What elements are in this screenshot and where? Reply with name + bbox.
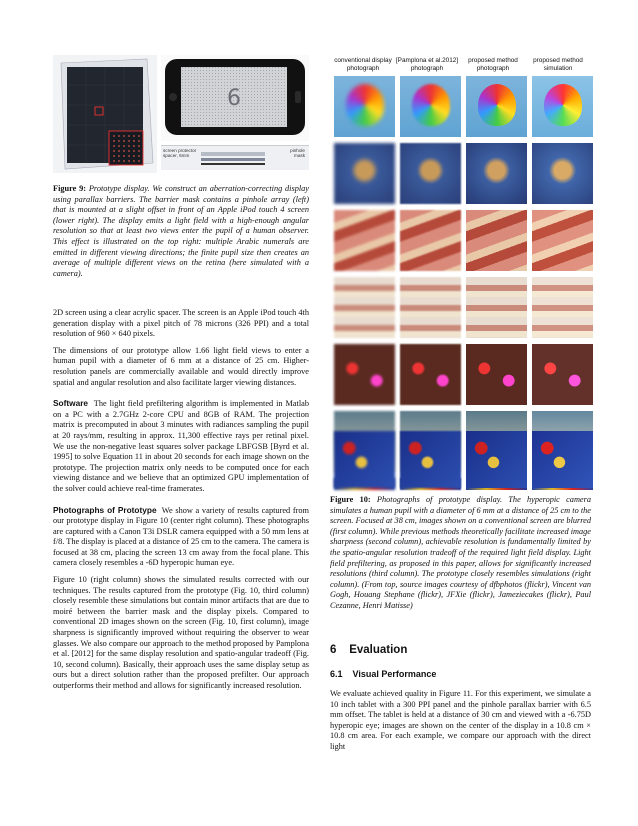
- inset-label-pinhole: pinhole: [290, 148, 305, 153]
- macarons-photo: [400, 210, 461, 271]
- paragraph-software: [53, 398, 309, 494]
- section-title: Evaluation: [349, 644, 408, 656]
- paragraph-screen: 2D screen using a clear acrylic spacer. The screen is an Apple iPod touch 4th generation display with a pixel pitch of 78 microns (326 PPI) and a total resolution of 960 × 640 pixels.: [53, 308, 309, 339]
- matisse-row: [334, 431, 593, 489]
- pinhole-mask-image: [53, 55, 157, 173]
- matisse-photo: [532, 431, 593, 488]
- left-column-body: [53, 308, 309, 698]
- balloon-photo: [334, 76, 395, 137]
- figure10-caption-text: Photographs of prototype display. The hyperopic camera simulates a human pupil with a diameter of 6 mm at a distance of 25 cm to the screen. Focused at 38 cm, images shown on a conventional screen are blurred (first column). While previous methods theoretically facilitate increased image sharpness (second column), achievable resolution is fundamentally limited by the spatio-angular resolution tradeoff of the required light field display. Light field prefiltering, as proposed in this paper, allows for significantly increased resolutions (third column). The prototype closely resembles simulations (right column). (From top, source images courtesy of dfbphotos (flickr), Vincent van Gogh, Houang Stephane (flickr), JFXie (flickr), Jameziecakes (flickr), Paul Cezanne, Henri Matisse): [330, 495, 591, 610]
- van-gogh-photo: [466, 143, 527, 204]
- subsection-heading: [330, 669, 436, 680]
- cupcakes-photo: [334, 344, 395, 405]
- van-gogh-photo: [334, 143, 395, 204]
- photographs-heading: Photographs of Prototype: [53, 504, 157, 515]
- figure9-caption-text: We construct an aberration-correcting display using parallax barriers. The barrier mask contains a pinhole array (left) that is mounted at a slight offset in front of an Apple iPod touch 4 screen (lower right). The display emits a light field with a high-enough angular resolution so that at least two views enter the pupil of a human observer. This effect is illustrated on the top right: multiple Arabic numerals are emitted in different viewing directions; the finite pupil size then creates an average of multiple different views on the retina (here simulated with a camera).: [53, 184, 309, 278]
- inset-label-spacer: spacer, 6mm: [163, 153, 190, 159]
- macarons-photo: [466, 210, 527, 271]
- van-gogh-photo: [532, 143, 593, 204]
- figure9-right-photo: [161, 55, 309, 173]
- software-heading: Software: [53, 398, 89, 409]
- macarons-stack-photo: [334, 277, 395, 338]
- matisse-photo: [466, 431, 527, 488]
- balloon-photo: [400, 76, 461, 137]
- paragraph-results: Figure 10 (right column) shows the simulated results corrected with our techniques. The results captured from the prototype (Fig. 10, third column) closely resemble these simulations but contain minor artifacts that are due to moiré between the barrier mask and the display pixels. Compared to conventional 2D images shown on the screen (Fig. 10, first column), image sharpness is significantly improved without requiring the observer to wear glasses. We also compare our approach to the method proposed by Pamplona et al. [2012] for the same display resolution and spatio-angular tradeoff (Fig. 10, second column). Basically, their approach uses the same display setup as ours but a direct solution rather than the proposed prefilter. Our approach outperforms their method and allows for significantly increased resolution.: [53, 575, 309, 690]
- figure10-caption: [330, 495, 591, 612]
- inset-label-mask: mask: [294, 153, 305, 159]
- matisse-photo: [334, 431, 395, 488]
- figure10-caption-label: Figure 10:: [330, 495, 371, 504]
- figure9-caption: [53, 184, 309, 279]
- fig10-header-1: conventional display photograph: [334, 57, 392, 72]
- ipod-display-image: [161, 55, 309, 141]
- subsection-title: Visual Performance: [352, 669, 437, 679]
- subsection-number: 6.1: [330, 669, 343, 679]
- svg-text:6: 6: [227, 86, 241, 111]
- section-heading: [330, 643, 407, 657]
- figure10-photo-grid: [334, 76, 593, 490]
- cupcakes-photo: [466, 344, 527, 405]
- macarons-stack-photo: [532, 277, 593, 338]
- matisse-photo: [400, 431, 461, 488]
- van-gogh-photo: [400, 143, 461, 204]
- fig10-header-2: [Pamplona et al.2012] photograph: [395, 57, 459, 72]
- figure9-left-photo: [53, 55, 157, 173]
- fig10-header-4: proposed method simulation: [533, 57, 583, 72]
- paragraph-dimensions: The dimensions of our prototype allow 1.66 light field views to enter a human pupil with a diameter of 6 mm at a distance of 25 cm. Higher-resolution panels are commercially available and would directly improve spatial and angular resolution and also facilitate larger viewing distances.: [53, 345, 309, 387]
- paragraph-photographs: [53, 505, 309, 570]
- figure9-caption-title: Prototype display.: [88, 184, 150, 193]
- balloon-photo: [532, 76, 593, 137]
- inset-label-screen-protector: screen protector: [163, 148, 197, 153]
- section-number: 6: [330, 644, 337, 656]
- macarons-photo: [532, 210, 593, 271]
- photographs-text: We show a variety of results captured from our prototype display in Figure 10 (center right column). These photographs are captured with a Canon T3i DSLR camera equipped with a 50 mm lens at f/8. The display is placed at a distance of 25 cm to the camera. The camera is focused at 38 cm, placing the screen 13 cm away from the focal plane. This camera closely resembles a -6D hyperopic human eye.: [53, 505, 309, 568]
- cupcakes-photo: [400, 344, 461, 405]
- macarons-stack-photo: [466, 277, 527, 338]
- cupcakes-photo: [532, 344, 593, 405]
- macarons-photo: [334, 210, 395, 271]
- balloon-photo: [466, 76, 527, 137]
- software-text: The light field prefiltering algorithm is implemented in Matlab on a PC with a 2.7GHz 2-core CPU and 8GB of RAM. The projection matrix is precomputed in about 3 minutes with radiances sampling the pupil at 20 rays/mm, resulting in approx. 11,300 effective rays per retinal pixel. We use the non-negative least squares solver package LBFGSB [Byrd et al. 1995] to solve Equation 11 in about 20 seconds for each image shown on the prototype. The projection matrix only needs to be computed once for each viewing distance and we believe that an optimized GPU implementation of the solver could achieve real-time framerates.: [53, 399, 309, 493]
- fig10-header-3: proposed method photograph: [468, 57, 518, 72]
- spacer-cross-section: [161, 145, 309, 170]
- figure9-caption-label: Figure 9:: [53, 184, 87, 193]
- macarons-stack-photo: [400, 277, 461, 338]
- section6-body: We evaluate achieved quality in Figure 11. For this experiment, we simulate a 10 inch tablet with a 300 PPI panel and the pinhole parallax barrier with 6.5 mm offset. The tablet is held at a distance of 30 cm and viewed with a -6.75D hyperopic eye; images are shown on the center of the display in a 10.8 cm × 10.8 cm area. For each example, we compare our approach with the direct light: [330, 689, 591, 751]
